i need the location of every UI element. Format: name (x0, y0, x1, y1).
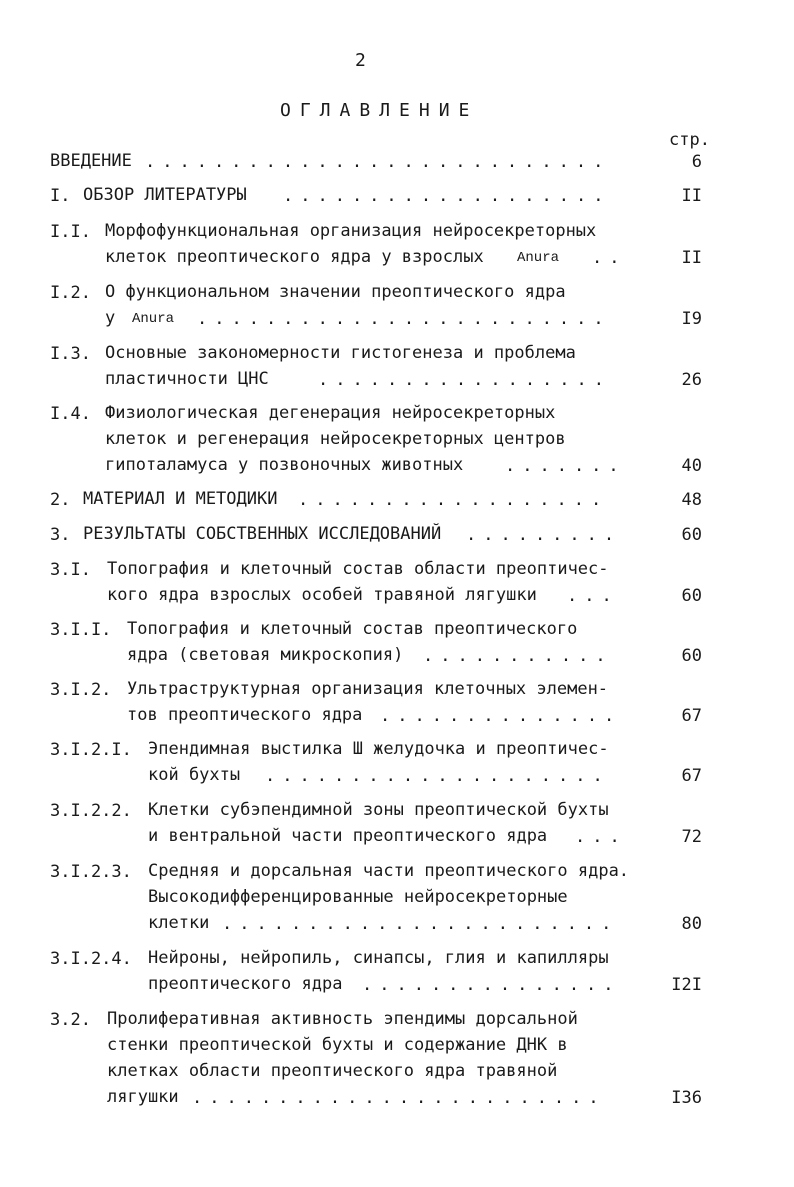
toc-entry-page: II (681, 186, 702, 206)
toc-entry-title-line: Физиологическая дегенерация нейросекреторных (105, 403, 556, 423)
toc-leader-dots: .. (592, 248, 627, 268)
toc-entry-title-line: Топография и клеточный состав преоптического (127, 619, 578, 639)
toc-entry-title-line: клеток и регенерация нейросекреторных центров (105, 429, 566, 449)
toc-entry-page: II (681, 248, 702, 268)
toc-entry-title-line: пластичности ЦНС (105, 369, 269, 389)
toc-entry-number: I.4. (50, 404, 91, 424)
toc-entry-page: 67 (681, 766, 702, 786)
toc-entry-title-line: кого ядра взрослых особей травяной лягушки (107, 585, 537, 605)
toc-leader-dots: .............. (380, 706, 622, 726)
toc-entry-page: I2I (671, 975, 702, 995)
toc-entry-title-line: ядра (световая микроскопия) (127, 645, 404, 665)
toc-entry-title-line: Нейроны, нейропиль, синапсы, глия и капилляры (148, 948, 609, 968)
toc-leader-dots: ........................ (192, 1088, 606, 1108)
toc-entry-latin-term: Anura (517, 250, 560, 266)
toc-entry-title-line: гипоталамуса у позвоночных животных (105, 455, 464, 475)
toc-entry-title-line: Топография и клеточный состав области преоптичес- (107, 559, 609, 579)
toc-leader-dots: ... (567, 586, 619, 606)
toc-entry-number: I.2. (50, 283, 91, 303)
toc-leader-dots: ....................... (222, 914, 619, 934)
toc-entry-page: 40 (681, 456, 702, 476)
toc-entry-title-line: клеток преоптического ядра у взрослых (105, 247, 484, 267)
toc-leader-dots: .................. (298, 490, 609, 510)
toc-leader-dots: ........... (423, 646, 613, 666)
toc-leader-dots: ......... (466, 525, 622, 545)
toc-entry-title-line: ОБЗОР ЛИТЕРАТУРЫ (83, 185, 247, 205)
toc-entry-page: 6 (691, 152, 702, 172)
toc-entry-title-line: у (105, 308, 116, 328)
toc-entry-number: 3.I.2.I. (50, 740, 132, 760)
toc-entry-title-line: Клетки субэпендимной зоны преоптической бухты (148, 800, 609, 820)
toc-entry-number: 3.I.2. (50, 680, 112, 700)
toc-entry-page: 26 (681, 370, 702, 390)
page-column-label: стр. (669, 130, 710, 150)
toc-entry-number: 3.I.2.3. (50, 862, 132, 882)
toc-leader-dots: ........................... (145, 152, 611, 172)
toc-entry-number: 3.I.2.4. (50, 949, 132, 969)
page-number: 2 (355, 50, 366, 71)
toc-entry-number: I.I. (50, 222, 91, 242)
toc-entry-title-line: ВВЕДЕНИЕ (50, 151, 132, 171)
toc-entry-number: 3.I.2.2. (50, 801, 132, 821)
toc-entry-page: 72 (681, 827, 702, 847)
toc-leader-dots: ................... (283, 186, 611, 206)
toc-entry-title-line: преоптического ядра (148, 974, 343, 994)
toc-entry-title-line: тов преоптического ядра (127, 705, 363, 725)
toc-entry-number: 3. (50, 525, 71, 545)
toc-entry-title-line: Средняя и дорсальная части преоптического ядра. (148, 861, 630, 881)
toc-entry-number: I. (50, 186, 71, 206)
page-title: ОГЛАВЛЕНИЕ (280, 100, 479, 121)
toc-entry-number: I.3. (50, 344, 91, 364)
toc-leader-dots: ....... (505, 456, 626, 476)
toc-entry-number: 3.2. (50, 1010, 91, 1030)
toc-entry-number: 3.I.I. (50, 620, 112, 640)
toc-entry-page: I36 (671, 1088, 702, 1108)
toc-leader-dots: ............... (362, 975, 621, 995)
toc-entry-page: 67 (681, 706, 702, 726)
toc-entry-page: 60 (681, 586, 702, 606)
toc-entry-page: 60 (681, 525, 702, 545)
toc-entry-title-line: и вентральной части преоптического ядра (148, 826, 548, 846)
toc-entry-number: 3.I. (50, 560, 91, 580)
toc-entry-title-line: лягушки (107, 1087, 179, 1107)
toc-entry-title-line: клетках области преоптического ядра травяной (107, 1061, 558, 1081)
toc-entry-title-line: кой бухты (148, 765, 241, 785)
toc-leader-dots: .................... (265, 766, 610, 786)
toc-entry-latin-term: Anura (132, 311, 175, 327)
toc-entry-page: 48 (681, 490, 702, 510)
toc-entry-title-line: Морфофункциональная организация нейросекреторных (105, 221, 597, 241)
toc-entry-title-line: Основные закономерности гистогенеза и проблема (105, 343, 576, 363)
toc-entry-title-line: МАТЕРИАЛ И МЕТОДИКИ (83, 489, 278, 509)
toc-entry-number: 2. (50, 490, 71, 510)
toc-entry-title-line: О функциональном значении преоптического ядра (105, 282, 566, 302)
toc-entry-title-line: стенки преоптической бухты и содержание ДНК в (107, 1035, 568, 1055)
toc-entry-title-line: Высокодифференцированные нейросекреторные (148, 887, 568, 907)
toc-leader-dots: ... (575, 827, 627, 847)
toc-entry-title-line: РЕЗУЛЬТАТЫ СОБСТВЕННЫХ ИССЛЕДОВАНИЙ (83, 524, 442, 544)
toc-entry-page: I9 (681, 309, 702, 329)
toc-entry-title-line: Ультраструктурная организация клеточных элемен- (127, 679, 609, 699)
toc-entry-title-line: клетки (148, 913, 210, 933)
toc-leader-dots: ................. (318, 370, 611, 390)
toc-entry-page: 80 (681, 914, 702, 934)
toc-entry-title-line: Пролиферативная активность эпендимы дорсальной (107, 1009, 578, 1029)
toc-entry-page: 60 (681, 646, 702, 666)
toc-entry-title-line: Эпендимная выстилка Ш желудочка и преоптичес- (148, 739, 609, 759)
toc-leader-dots: ........................ (197, 309, 611, 329)
